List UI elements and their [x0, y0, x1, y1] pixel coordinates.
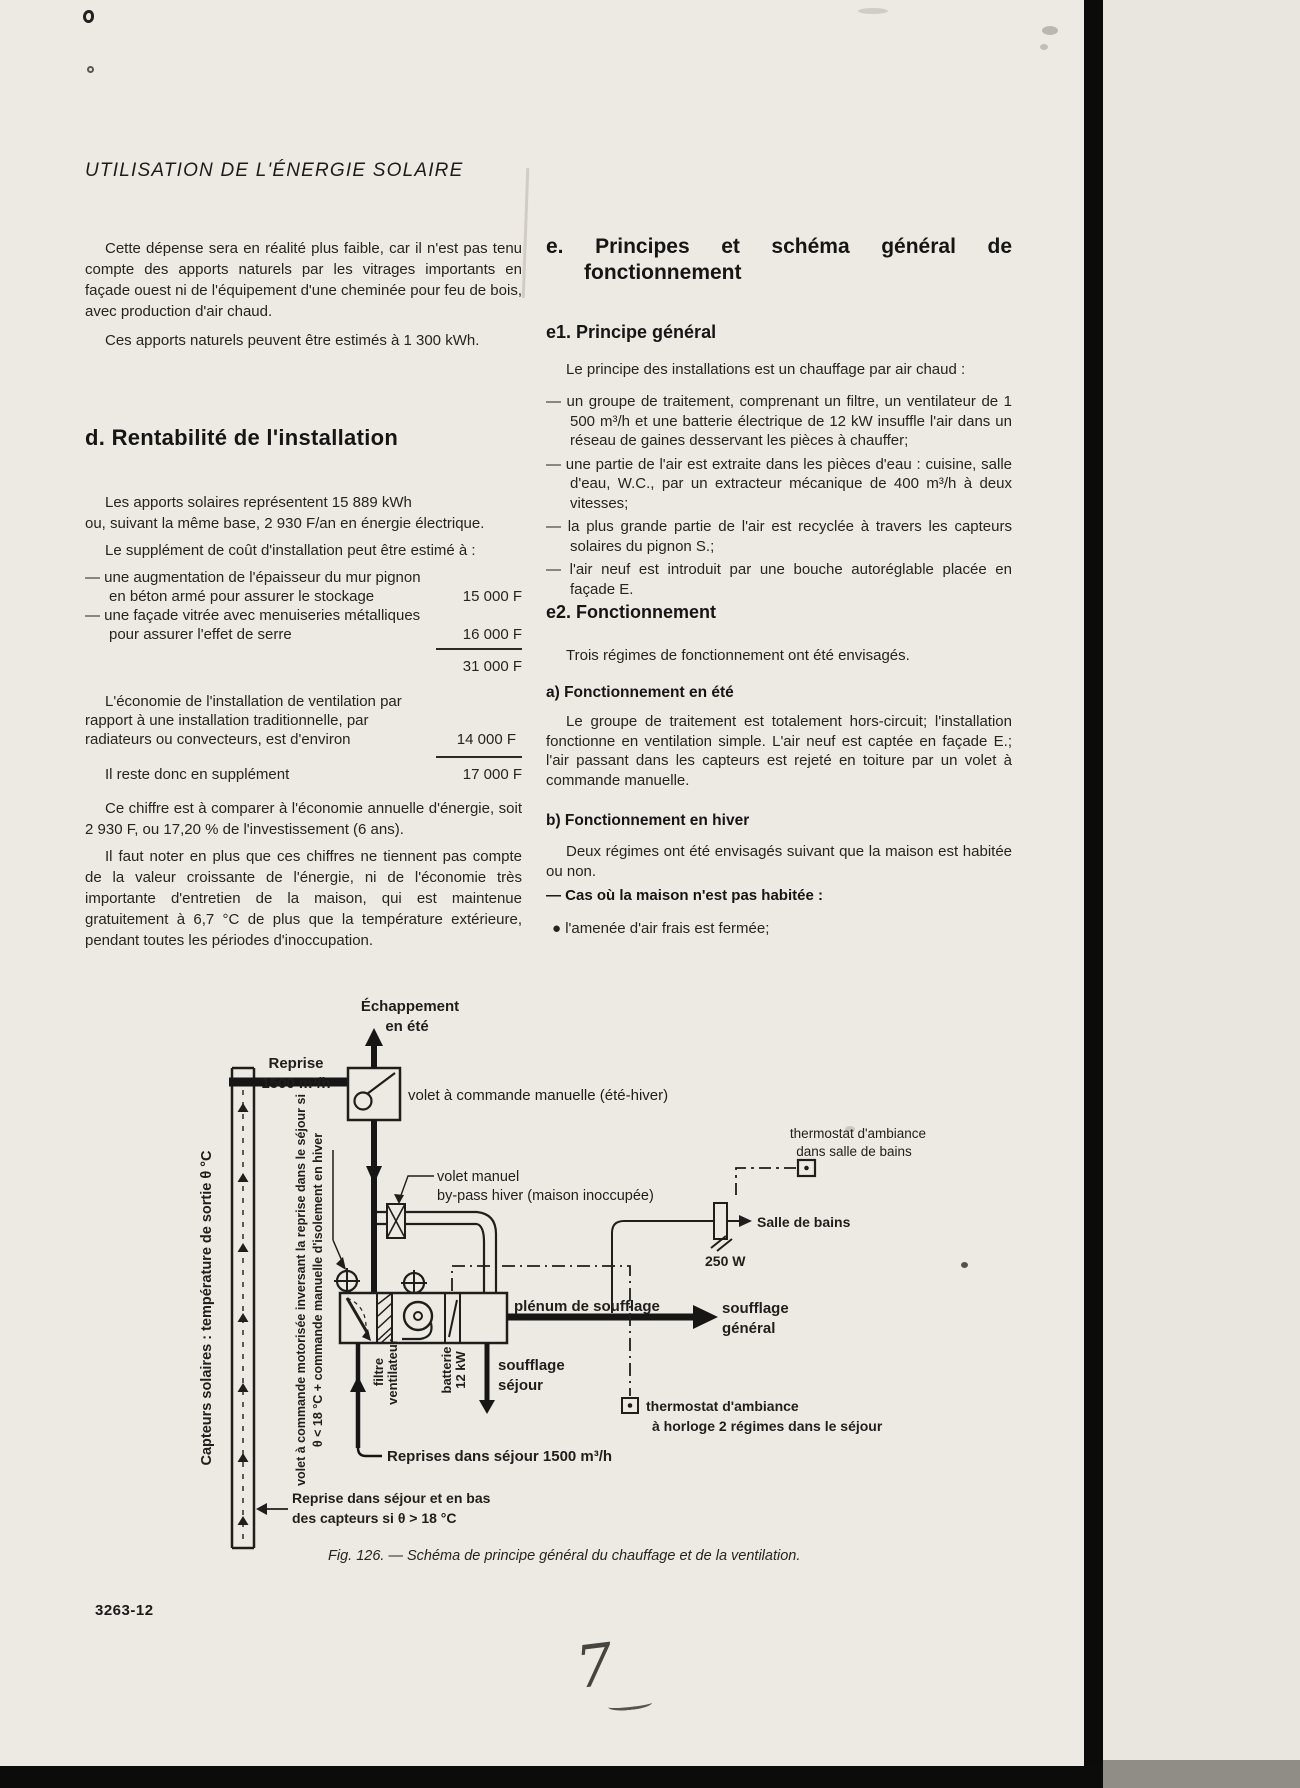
principe-bullet-list	[546, 392, 1012, 603]
figure-caption: Fig. 126. — Schéma de principe général du chauffage et de la ventilation.	[328, 1548, 801, 1564]
paragraph-depense: Cette dépense sera en réalité plus faible, car il n'est pas tenu compte des apports naturels par les vitrages importants en façade ouest ni de l'équipement d'une cheminée pour feu de bois, avec production d'air chaud.	[85, 240, 522, 320]
paragraph-supplement-cout: Le supplément de coût d'installation peut être estimé à :	[105, 542, 476, 559]
bathroom-heater-icon	[711, 1203, 732, 1251]
label-batterie: batterie	[439, 1346, 454, 1394]
heading-fonctionnement: e2. Fonctionnement	[546, 602, 717, 622]
main-down-duct	[366, 1120, 382, 1293]
paragraph-ete: Le groupe de traitement est totalement hors-circuit; l'installation fonctionne en ventilation simple. L'air neuf est captée en façade E.; l'air passant dans les capteurs est rejeté en toiture par un volet à commande manuelle.	[546, 713, 1012, 789]
air-handling-unit	[340, 1293, 507, 1343]
cost-item-text: — une augmentation de l'épaisseur du mur pignon en béton armé pour assurer le stockage	[85, 569, 421, 605]
label-soufflage-sejour-1: soufflage	[498, 1357, 565, 1374]
apports-line-2: ou, suivant la même base, 2 930 F/an en énergie électrique.	[85, 515, 485, 532]
economy-row	[85, 692, 522, 749]
paragraph-principe-intro: Le principe des installations est un chauffage par air chaud :	[566, 361, 966, 378]
soufflage-sejour-duct	[479, 1343, 495, 1414]
control-line-sdb	[736, 1168, 796, 1199]
apports-line-1: Les apports solaires représentent 15 889 kWh	[105, 494, 412, 511]
scan-right-margin	[1103, 0, 1300, 1788]
label-volet-manuel: volet manuel	[437, 1169, 520, 1185]
ink-mark-artifact	[83, 10, 94, 23]
paragraph-apports-naturels: Ces apports naturels peuvent être estimés à 1 300 kWh.	[105, 332, 480, 349]
solar-collector-duct	[232, 1068, 254, 1548]
remainder-row	[85, 756, 522, 784]
label-thermostat-sejour-2: à horloge 2 régimes dans le séjour	[652, 1418, 883, 1434]
label-filtre: filtre	[371, 1357, 386, 1387]
label-volet-motorise-2: θ < 18 °C + commande manuelle d'isolement en hiver	[311, 1132, 325, 1448]
heading-rentabilite: d. Rentabilité de l'installation	[85, 425, 399, 450]
bullet-groupe-traitement: — un groupe de traitement, comprenant un filtre, un ventilateur de 1 500 m³/h et une batterie électrique de 12 kW insuffle l'air dans un réseau de gaines desservant les pièces à chauffer;	[546, 393, 1012, 449]
label-soufflage-sejour-2: séjour	[498, 1377, 544, 1394]
volet-commande-manuelle-box	[348, 1068, 400, 1120]
label-250w: 250 W	[705, 1253, 746, 1269]
label-reprise-debit: 1500 m³/h	[261, 1075, 331, 1092]
paragraph-trois-regimes: Trois régimes de fonctionnement ont été envisagés.	[566, 647, 910, 664]
echappement-arrow	[365, 1028, 383, 1068]
label-soufflage-general-2: général	[722, 1320, 776, 1337]
label-reprise-bas-2: des capteurs si θ > 18 °C	[292, 1510, 457, 1526]
reprise-bas-arrow	[256, 1503, 288, 1515]
label-capteurs-solaires: Capteurs solaires : température de sortie θ °C	[199, 1150, 215, 1466]
cost-item-amount: 15 000 F	[462, 588, 522, 605]
cost-item-row	[85, 568, 522, 606]
scan-corner-shadow	[1103, 1760, 1300, 1788]
cost-item-row	[85, 606, 522, 644]
bullet-air-neuf: — l'air neuf est introduit par une bouche autoréglable placée en façade E.	[546, 561, 1012, 598]
cost-total-amount: 31 000 F	[436, 648, 522, 676]
economy-text: L'économie de l'installation de ventilation par rapport à une installation traditionnelle, par radiateurs ou convecteurs, est d'environ	[85, 693, 402, 748]
scan-streak-artifact	[522, 168, 530, 298]
handwritten-page-number: 7	[571, 1630, 617, 1702]
heading-principe-general: e1. Principe général	[546, 322, 717, 342]
label-volet-commande-manuelle: volet à commande manuelle (été-hiver)	[408, 1087, 669, 1104]
heading-fonctionnement-hiver: b) Fonctionnement en hiver	[546, 812, 750, 829]
ink-ring-artifact	[87, 66, 94, 73]
bathroom-supply-arrow	[727, 1215, 752, 1227]
heating-ventilation-schematic	[80, 985, 1090, 1560]
cost-total-row	[85, 648, 522, 676]
thermostat-sdb-icon	[798, 1160, 815, 1176]
label-reprises-sejour: Reprises dans séjour 1500 m³/h	[387, 1448, 613, 1465]
thermostat-sejour-icon	[622, 1398, 638, 1413]
smudge-artifact	[858, 8, 888, 14]
label-batterie-kw: 12 kW	[453, 1351, 468, 1389]
handwritten-underline	[608, 1698, 653, 1713]
heading-fonctionnement-ete: a) Fonctionnement en été	[546, 684, 734, 701]
cost-item-amount: 16 000 F	[462, 626, 522, 643]
label-echappement: Échappement	[360, 998, 460, 1015]
smudge-artifact	[1040, 44, 1048, 50]
bullet-pieces-eau: — une partie de l'air est extraite dans les pièces d'eau : cuisine, salle d'eau, W.C., par un extracteur mécanique de 400 m³/h à deux vitesses;	[546, 455, 1012, 512]
heading-cas-maison-inhabitee: — Cas où la maison n'est pas habitée :	[546, 887, 823, 904]
label-thermostat-sdb-1: thermostat d'ambiance	[789, 1126, 927, 1141]
page-title: UTILISATION DE L'ÉNERGIE SOLAIRE	[85, 160, 464, 181]
label-soufflage-general-1: soufflage	[722, 1300, 789, 1317]
economy-amount: 14 000 F	[456, 731, 516, 748]
paragraph-noter-en-plus: Il faut noter en plus que ces chiffres ne tiennent pas compte de la valeur croissante de l'énergie, ni de l'économie très importante d'entretien de la maison, qui est maintenue gratuitement à 6,7 °C de plus que la température extérieure, pendant toutes les périodes d'inoccupation.	[85, 848, 522, 949]
cost-item-text: — une façade vitrée avec menuiseries métalliques pour assurer l'effet de serre	[85, 607, 421, 643]
label-bypass-hiver: by-pass hiver (maison inoccupée)	[437, 1188, 654, 1204]
label-ventilateur: ventilateur	[385, 1339, 400, 1405]
remainder-amount: 17 000 F	[436, 756, 522, 784]
bypass-damper-icon	[387, 1204, 405, 1238]
smudge-artifact	[1042, 26, 1058, 35]
label-salle-de-bains: Salle de bains	[757, 1214, 851, 1230]
heading-principes: e. Principes et schéma général de fonctionnement	[546, 235, 1012, 284]
bullet-air-recycle: — la plus grande partie de l'air est recyclée à travers les capteurs solaires du pignon S.;	[546, 518, 1012, 555]
remainder-text: Il reste donc en supplément	[105, 766, 290, 783]
label-reprise-bas-1: Reprise dans séjour et en bas	[292, 1490, 491, 1506]
label-plenum: plénum de soufflage	[514, 1298, 660, 1315]
label-thermostat-sdb-2: dans salle de bains	[796, 1144, 912, 1159]
paragraph-apports-solaires	[85, 492, 522, 534]
label-thermostat-sejour-1: thermostat d'ambiance	[646, 1398, 799, 1414]
paragraph-chiffre-comparer: Ce chiffre est à comparer à l'économie annuelle d'énergie, soit 2 930 F, ou 17,20 % de l'investissement (6 ans).	[85, 800, 522, 838]
bullet-amenee-air-frais: ● l'amenée d'air frais est fermée;	[552, 920, 770, 937]
document-code: 3263-12	[95, 1602, 154, 1619]
scan-edge-strip-bottom	[0, 1766, 1103, 1788]
label-reprise: Reprise	[268, 1055, 324, 1072]
label-volet-motorise-1: volet à commande motorisée inversant la reprise dans le séjour si	[294, 1094, 308, 1486]
volet-motorise-leader-arrow	[333, 1150, 346, 1270]
paragraph-hiver: Deux régimes ont été envisagés suivant que la maison est habitée ou non.	[546, 843, 1012, 880]
volet-manuel-leader	[394, 1176, 434, 1204]
label-echappement-saison: en été	[385, 1018, 429, 1035]
